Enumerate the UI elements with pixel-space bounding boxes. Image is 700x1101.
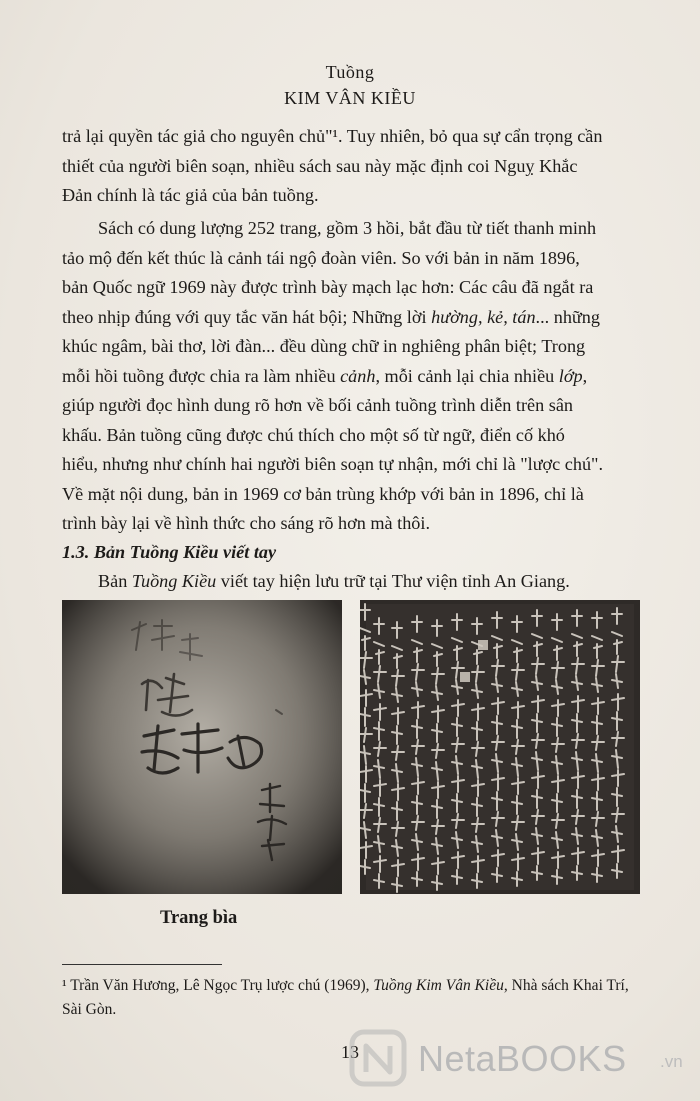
text-line: thiết của người biên soạn, nhiều sách sau này mặc định coi Nguỵ Khắc bbox=[62, 155, 578, 176]
text-span: mỗi hồi tuồng được chia ra làm nhiều bbox=[62, 365, 341, 386]
text-span: ¹ Trần Văn Hương, Lê Ngọc Trụ lược chú (1969), bbox=[62, 977, 374, 994]
text-span: ... những bbox=[535, 306, 600, 327]
text-line: trình bày lại về hình thức cho sáng rõ hơn mà thôi. bbox=[62, 513, 430, 533]
text-line: Đản chính là tác giả của bản tuồng. bbox=[62, 185, 319, 205]
text-line: bản Quốc ngữ 1969 này được trình bày mạch lạc hơn: Các câu đã ngắt ra bbox=[62, 277, 594, 297]
italic-span: Tuồng Kim Vân Kiều bbox=[373, 977, 504, 994]
text-span: , bbox=[582, 365, 588, 386]
italic-span: lớp bbox=[558, 365, 583, 386]
text-line: Sách có dung lượng 252 trang, gồm 3 hồi, bắt đầu từ tiết thanh minh bbox=[98, 218, 597, 238]
watermark-domain: .vn bbox=[660, 1052, 683, 1071]
text-line: tảo mộ đến kết thúc là cảnh tái ngộ đoàn viên. So với bản in năm 1896, bbox=[62, 247, 580, 268]
text-span: , mỗi cảnh lại chia nhiều bbox=[375, 365, 559, 386]
text-line: trả lại quyền tác giả cho nguyên chủ"¹. Tuy nhiên, bỏ qua sự cẩn trọng cần bbox=[62, 126, 603, 146]
watermark-brand: NetaBOOKS bbox=[418, 1038, 627, 1079]
italic-span: cảnh bbox=[340, 365, 376, 386]
manuscript-text-photo bbox=[360, 600, 640, 894]
page-number: 13 bbox=[341, 1042, 359, 1062]
footnote-line: Sài Gòn. bbox=[62, 1001, 117, 1018]
manuscript-cover-photo bbox=[62, 600, 342, 894]
text-line: giúp người đọc hình dung rõ hơn về bối cảnh tuồng trình diễn trên sân bbox=[62, 395, 573, 415]
footnote bbox=[62, 974, 642, 1022]
section-heading: 1.3. Bản Tuồng Kiều viết tay bbox=[62, 542, 277, 562]
footnote-line bbox=[62, 974, 642, 998]
photo-caption: Trang bìa bbox=[160, 908, 238, 928]
text-span: viết tay hiện lưu trữ tại Thư viện tỉnh An Giang. bbox=[216, 571, 570, 591]
text-line: hiểu, nhưng như chính hai người biên soạn tự nhận, mới chỉ là "lược chú". bbox=[62, 454, 604, 474]
handwritten-columns-image bbox=[360, 600, 640, 894]
calligraphy-cover-image bbox=[62, 600, 342, 894]
paragraph-continuation bbox=[62, 122, 642, 211]
text-span: , Nhà sách Khai Trí, bbox=[503, 977, 629, 994]
italic-span: hường, kẻ, tán bbox=[431, 306, 536, 327]
running-header-title: Tuồng bbox=[325, 62, 375, 82]
text-line bbox=[62, 362, 642, 392]
text-line: khúc ngâm, bài thơ, lời đàn... đều dùng chữ in nghiêng phân biệt; Trong bbox=[62, 336, 586, 356]
section-intro-line bbox=[98, 571, 570, 592]
footnote-divider bbox=[62, 964, 222, 965]
text-span: Bản bbox=[98, 571, 132, 591]
text-line: khấu. Bản tuồng cũng được chú thích cho một số từ ngữ, điển cố khó bbox=[62, 424, 565, 445]
italic-span: Tuồng Kiều bbox=[131, 571, 217, 591]
text-line bbox=[62, 303, 642, 333]
text-span: theo nhịp đúng với quy tắc văn hát bội; Những lời bbox=[62, 306, 432, 327]
text-line: Về mặt nội dung, bản in 1969 cơ bản trùng khớp với bản in 1896, chỉ là bbox=[62, 483, 584, 504]
paragraph-description bbox=[62, 214, 642, 539]
running-header-subtitle: KIM VÂN KIỀU bbox=[284, 88, 416, 108]
